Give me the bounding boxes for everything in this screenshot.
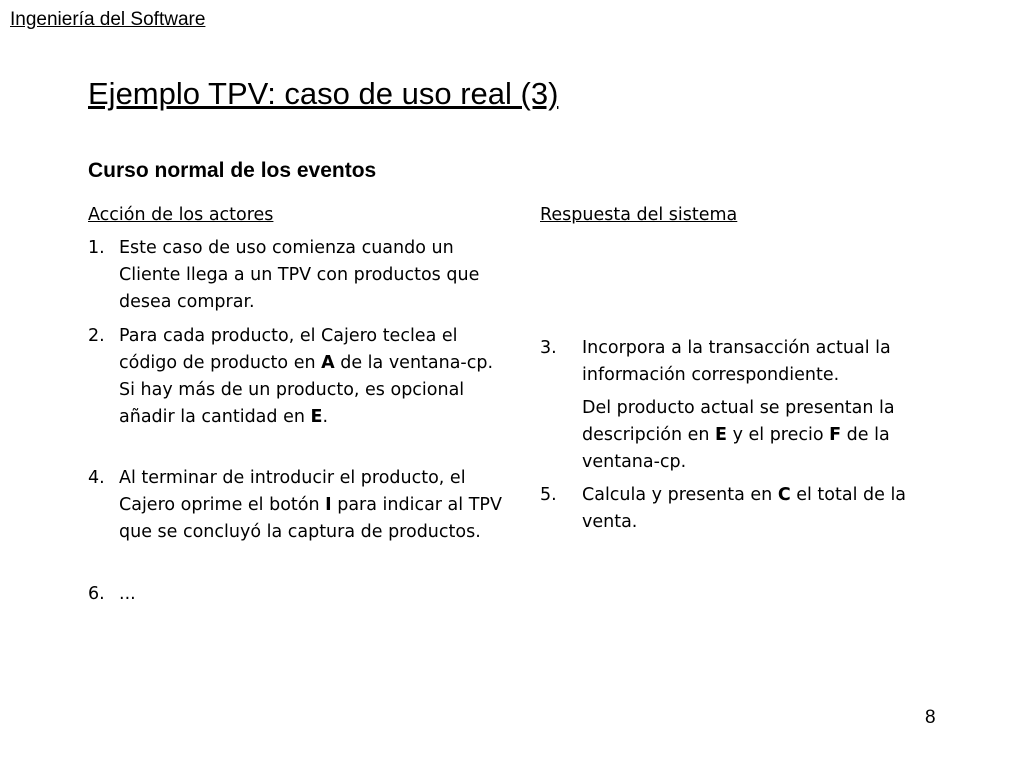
section-subtitle: Curso normal de los eventos [88, 159, 377, 182]
step-text: Este caso de uso comienza cuando un Cliente llega a un TPV con productos que desea comprar. [119, 238, 480, 312]
field-label-c: C [777, 485, 791, 505]
slide-title: Ejemplo TPV: caso de uso real (3) [88, 76, 559, 111]
step-text: Incorpora a la transacción actual la información correspondiente. [582, 338, 891, 385]
step-number: 4. [88, 468, 105, 488]
field-label-e: E [310, 407, 323, 427]
system-column-heading: Respuesta del sistema [540, 205, 738, 225]
field-label-a: A [321, 353, 335, 373]
step-number: 2. [88, 326, 105, 346]
field-label-f: F [829, 425, 842, 445]
step-text: Para cada producto, el Cajero teclea el código de producto en A de la ventana-cp. Si hay más de un producto, es opcional añadir la cantidad en E. [119, 326, 494, 427]
course-header: Ingeniería del Software [10, 9, 206, 30]
step-number: 3. [540, 338, 557, 358]
page-number: 8 [925, 707, 936, 728]
step-text: ... [119, 584, 136, 604]
step-number: 6. [88, 584, 105, 604]
step-text: Al terminar de introducir el producto, el Cajero oprime el botón I para indicar al TPV que se concluyó la captura de productos. [119, 468, 502, 542]
button-label-i: I [325, 495, 332, 515]
step-number: 1. [88, 238, 105, 258]
step-number: 5. [540, 485, 557, 505]
field-label-e: E [715, 425, 728, 445]
step-text: Calcula y presenta en C el total de la venta. [582, 485, 907, 532]
actors-column-heading: Acción de los actores [88, 205, 274, 225]
step-text: Del producto actual se presentan la descripción en E y el precio F de la ventana-cp. [582, 398, 895, 472]
